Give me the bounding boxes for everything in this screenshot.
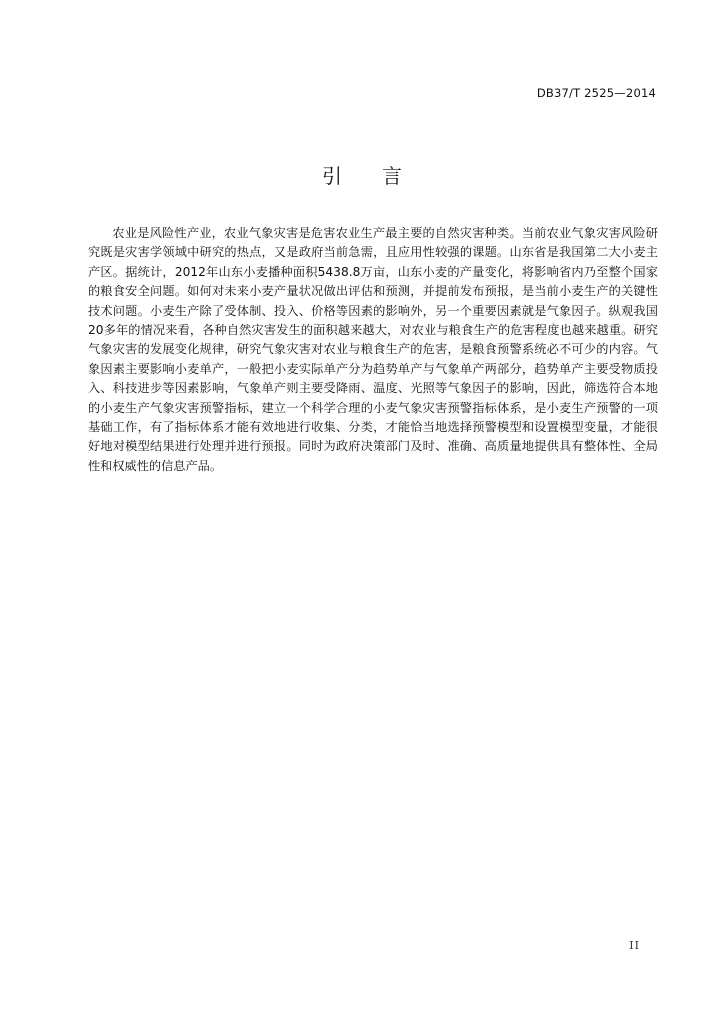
section-title: 引 言	[322, 164, 402, 188]
introduction-paragraph: 农业是风险性产业，农业气象灾害是危害农业生产最主要的自然灾害种类。当前农业气象灾害风险研究既是灾害学领域中研究的热点，又是政府当前急需，且应用性较强的课题。山东省是我国第二大小麦主产区。据统计，2012年山东小麦播种面积5438.8万亩，山东小麦的产量变化，将影响省内乃至整个国家的粮食安全问题。如何对未来小麦产量状况做出评估和预测，并提前发布预报，是当前小麦生产的关键性技术问题。小麦生产除了受体制、投入、价格等因素的影响外，另一个重要因素就是气象因子。纵观我国20多年的情况来看，各种自然灾害发生的面积越来越大，对农业与粮食生产的危害程度也越来越重。研究气象灾害的发展变化规律，研究气象灾害对农业与粮食生产的危害，是粮食预警系统必不可少的内容。气象因素主要影响小麦单产，一般把小麦实际单产分为趋势单产与气象单产两部分，趋势单产主要受物质投入、科技进步等因素影响，气象单产则主要受降雨、温度、光照等气象因子的影响，因此，筛选符合本地的小麦生产气象灾害预警指标，建立一个科学合理的小麦气象灾害预警指标体系，是小麦生产预警的一项基础工作，有了指标体系才能有效地进行收集、分类，才能恰当地选择预警模型和设置模型变量，才能很好地对模型结果进行处理并进行预报。同时为政府决策部门及时、准确、高质量地提供具有整体性、全局性和权威性的信息产品。	[88, 226, 658, 473]
page-number: II	[629, 939, 640, 952]
standard-code: DB37/T 2525—2014	[536, 86, 656, 100]
